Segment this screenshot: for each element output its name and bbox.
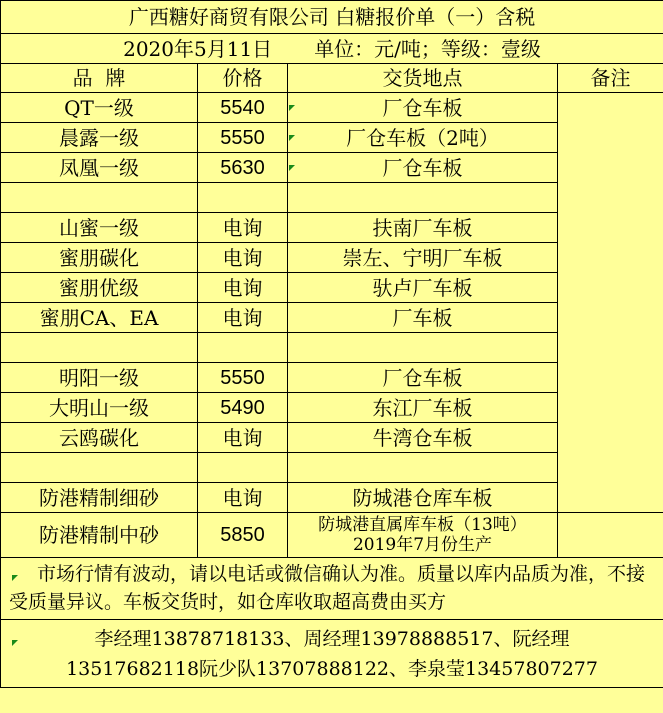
- cell-marker-icon: [12, 640, 18, 646]
- cell-marker-icon: [289, 105, 295, 111]
- title-row: [1, 1, 663, 34]
- disclaimer-note: [1, 558, 663, 620]
- delivery-cell: [288, 183, 558, 213]
- price-cell: 5630: [198, 153, 288, 183]
- delivery-cell: 厂仓车板: [288, 153, 558, 183]
- price-cell: 5540: [198, 93, 288, 123]
- brand-cell: [1, 453, 198, 483]
- contact-line: 李经理13878718133、周经理13978888517、阮经理: [94, 627, 570, 650]
- unit-grade: 单位：元/吨；等级：壹级: [314, 36, 541, 61]
- brand-cell: 防港精制细砂: [1, 483, 198, 513]
- brand-cell: 蜜朋碳化: [1, 243, 198, 273]
- delivery-line: 防城港直属库车板（13吨）: [318, 515, 527, 535]
- price-cell: 5550: [198, 123, 288, 153]
- table-row: [1, 513, 663, 558]
- delivery-cell: [288, 333, 558, 363]
- brand-cell: QT一级: [1, 93, 198, 123]
- price-cell: [198, 183, 288, 213]
- price-cell: 电询: [198, 243, 288, 273]
- quote-date: 2020年5月11日: [123, 36, 273, 61]
- contact-row: [1, 620, 663, 688]
- header-delivery: 交货地点: [288, 64, 558, 93]
- price-cell: 电询: [198, 483, 288, 513]
- cell-marker-icon: [289, 135, 295, 141]
- delivery-cell: 牛湾仓车板: [288, 423, 558, 453]
- price-cell: 5490: [198, 393, 288, 423]
- price-cell: 电询: [198, 423, 288, 453]
- delivery-cell: [288, 513, 558, 558]
- brand-cell: 蜜朋优级: [1, 273, 198, 303]
- header-brand: 品 牌: [1, 64, 198, 93]
- price-cell: 电询: [198, 303, 288, 333]
- brand-cell: 晨露一级: [1, 123, 198, 153]
- disclaimer-text: 市场行情有波动，请以电话或微信确认为准。质量以库内品质为准，不接受质量异议。车板交货时，如仓库收取超高费由买方: [9, 563, 646, 613]
- sheet-subtitle: [1, 34, 663, 64]
- delivery-cell: 东江厂车板: [288, 393, 558, 423]
- price-cell: [198, 453, 288, 483]
- delivery-cell: 防城港仓库车板: [288, 483, 558, 513]
- delivery-cell: 扶南厂车板: [288, 213, 558, 243]
- brand-cell: [1, 183, 198, 213]
- brand-cell: 防港精制中砂: [1, 513, 198, 558]
- price-cell: 5850: [198, 513, 288, 558]
- delivery-cell: 驮卢厂车板: [288, 273, 558, 303]
- brand-cell: 蜜朋CA、EA: [1, 303, 198, 333]
- cell-marker-icon: [12, 575, 18, 581]
- header-remark: 备注: [558, 64, 663, 93]
- table-row: [1, 93, 663, 123]
- contacts-block: [1, 620, 663, 688]
- contact-line: 13517682118阮少队13707888122、李泉莹13457807277: [66, 657, 598, 680]
- price-cell: 5550: [198, 363, 288, 393]
- delivery-cell: 厂仓车板: [288, 363, 558, 393]
- price-cell: 电询: [198, 273, 288, 303]
- price-cell: [198, 333, 288, 363]
- brand-cell: 明阳一级: [1, 363, 198, 393]
- delivery-cell: [288, 453, 558, 483]
- brand-cell: 山蜜一级: [1, 213, 198, 243]
- delivery-cell: 厂车板: [288, 303, 558, 333]
- remark-cell: [558, 93, 663, 513]
- header-row: [1, 64, 663, 93]
- delivery-cell: 厂仓车板（2吨）: [288, 123, 558, 153]
- production-date: 2019年7月份生产: [352, 535, 493, 555]
- sheet-title: 广西糖好商贸有限公司 白糖报价单（一）含税: [1, 1, 663, 34]
- brand-cell: 云鸥碳化: [1, 423, 198, 453]
- brand-cell: [1, 333, 198, 363]
- delivery-cell: 厂仓车板: [288, 93, 558, 123]
- brand-cell: 大明山一级: [1, 393, 198, 423]
- cell-marker-icon: [289, 165, 295, 171]
- price-cell: 电询: [198, 213, 288, 243]
- remark-cell: [558, 513, 663, 558]
- delivery-cell: 崇左、宁明厂车板: [288, 243, 558, 273]
- note-row: [1, 558, 663, 620]
- subtitle-row: [1, 34, 663, 64]
- brand-cell: 凤凰一级: [1, 153, 198, 183]
- header-price: 价格: [198, 64, 288, 93]
